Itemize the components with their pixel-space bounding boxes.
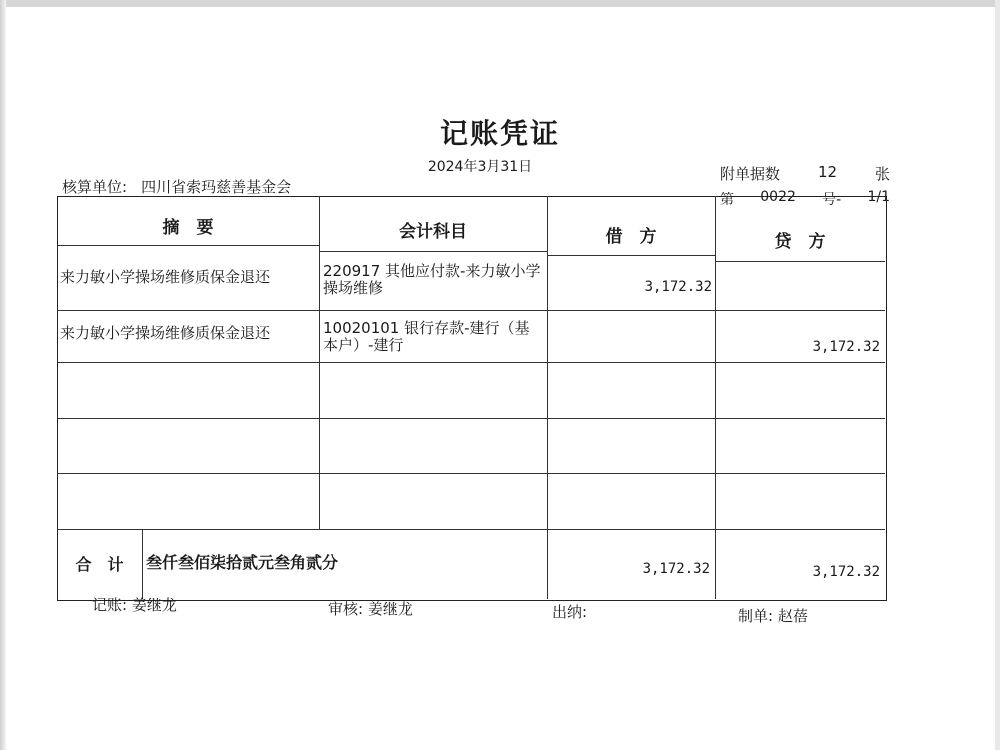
row2-credit: 3,172.32 <box>812 339 880 355</box>
attach-count: 12 <box>817 163 838 181</box>
header-account: 会计科目 <box>399 222 467 242</box>
header-summary: 摘 要 <box>162 218 214 238</box>
row-divider <box>57 310 885 311</box>
preparer-label: 制单: <box>738 607 774 625</box>
scan-edge-top <box>0 0 1000 7</box>
total-label: 合 计 <box>75 555 124 574</box>
bookkeeper-label: 记账: <box>92 596 128 614</box>
cashier-label: 出纳: <box>552 603 588 621</box>
preparer-name: 赵蓓 <box>777 607 808 625</box>
row1-account: 220917 其他应付款-来力敏小学操场维修 <box>323 262 541 297</box>
total-debit: 3,172.32 <box>642 561 710 577</box>
column-divider <box>715 196 716 599</box>
auditor-name: 姜继龙 <box>367 600 413 618</box>
sig-cashier <box>552 601 587 622</box>
header-credit: 贷 方 <box>774 232 826 252</box>
no-prefix: 第 <box>720 192 734 208</box>
unit-label: 核算单位: <box>62 178 128 196</box>
row-divider <box>57 362 885 363</box>
row2-summary: 来力敏小学操场维修质保金退还 <box>60 324 271 342</box>
bookkeeper-name: 姜继龙 <box>131 596 177 614</box>
total-credit: 3,172.32 <box>812 564 880 580</box>
column-divider <box>547 196 548 599</box>
attach-label: 附单据数 <box>720 165 781 183</box>
unit-name: 四川省索玛慈善基金会 <box>141 178 292 196</box>
voucher-table <box>57 196 887 601</box>
row-divider <box>319 251 547 252</box>
voucher-title: 记账凭证 <box>439 117 560 150</box>
no-suffix: 号- <box>822 192 842 208</box>
page-indicator: 1/1 <box>867 189 890 205</box>
header-debit: 借 方 <box>605 227 657 247</box>
column-divider <box>142 529 143 599</box>
no-value: 0022 <box>760 189 796 205</box>
row1-debit: 3,172.32 <box>644 279 712 295</box>
row-divider <box>57 418 885 419</box>
row-divider <box>57 529 885 530</box>
attach-unit: 张 <box>874 165 890 183</box>
voucher-date: 2024年3月31日 <box>427 159 533 175</box>
accounting-unit <box>62 176 305 197</box>
attachment-count <box>720 163 890 184</box>
row1-summary: 来力敏小学操场维修质保金退还 <box>60 268 271 286</box>
row-divider <box>57 473 885 474</box>
sig-preparer <box>738 605 808 626</box>
column-divider <box>319 196 320 529</box>
total-amount-words: 叁仟叁佰柒拾贰元叁角贰分 <box>146 553 339 572</box>
row-divider <box>547 255 715 256</box>
row-divider <box>57 245 319 246</box>
sig-bookkeeper <box>92 594 177 615</box>
row2-account: 10020101 银行存款-建行（基本户）-建行 <box>323 319 530 354</box>
auditor-label: 审核: <box>328 600 364 618</box>
sig-auditor <box>328 598 413 619</box>
row-divider <box>715 261 885 262</box>
